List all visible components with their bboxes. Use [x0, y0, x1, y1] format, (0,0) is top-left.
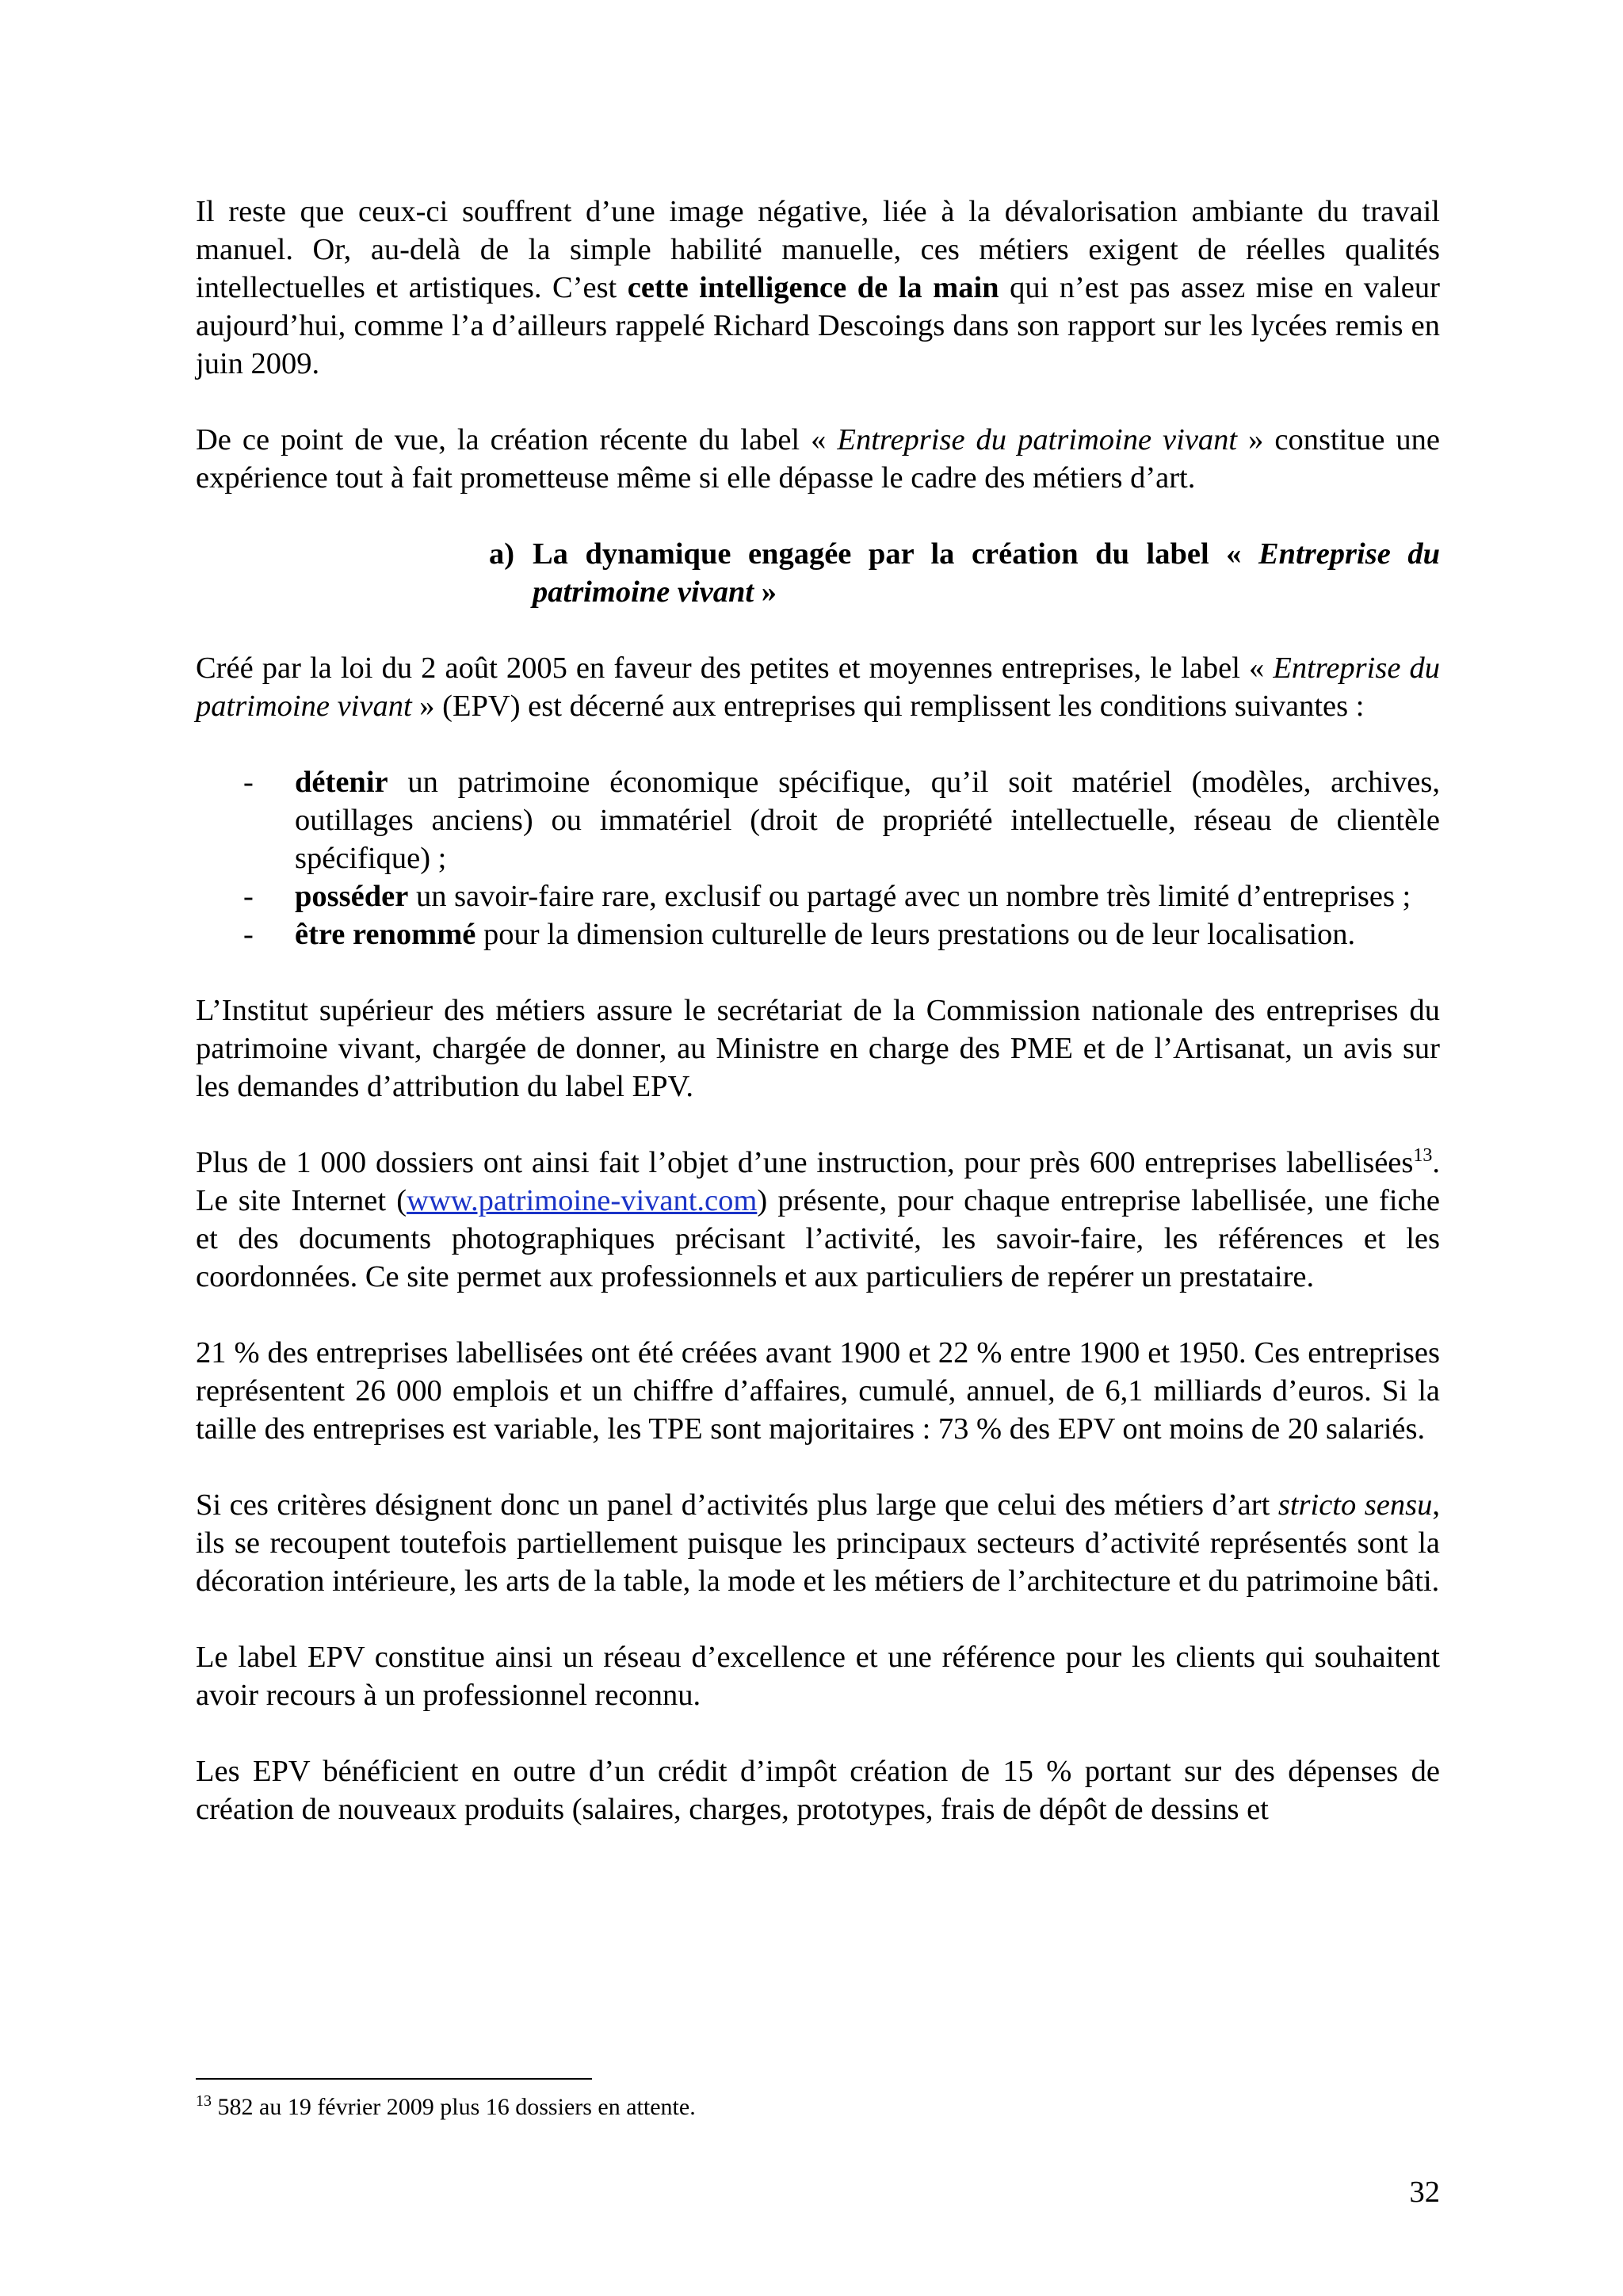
footnote-reference[interactable]: 13: [1413, 1145, 1433, 1167]
list-item: - posséder un savoir-faire rare, exclusif ou partagé avec un nombre très limité d’entreprises ;: [196, 877, 1440, 915]
paragraph-criteria: Si ces critères désignent donc un panel d’activités plus large que celui des métiers d’art stricto sensu, ils se recoupent toutefois partiellement puisque les principaux secteurs d’activité représentés sont la décoration intérieure, les arts de la table, la mode et les métiers de l’architecture et du patrimoine bâti.: [196, 1488, 1440, 1598]
paragraph-tax-credit: Les EPV bénéficient en outre d’un crédit d’impôt création de 15 % portant sur des dépenses de création de nouveaux produits (salaires, charges, prototypes, frais de dépôt de dessins et: [196, 1755, 1440, 1826]
dash-bullet: -: [243, 766, 254, 799]
list-item: - être renommé pour la dimension culturelle de leurs prestations ou de leur localisation.: [196, 915, 1440, 953]
paragraph-epv-definition: Créé par la loi du 2 août 2005 en faveur des petites et moyennes entreprises, le label « Entreprise du patrimoine vivant » (EPV) est décerné aux entreprises qui remplissent les conditions suivantes :: [196, 651, 1440, 723]
section-heading-text: La dynamique engagée par la création du label « Entreprise du patrimoine vivant »: [533, 537, 1440, 609]
footnote-text: 582 au 19 février 2009 plus 16 dossiers en attente.: [212, 2094, 696, 2120]
paragraph-dossiers: Plus de 1 000 dossiers ont ainsi fait l’objet d’une instruction, pour près 600 entreprises labellisées$^{13}$. Le site Internet (www.patrimoine-vivant.com) présente, pour chaque entreprise labellisée, une fiche et des documents photographiques précisant l’activité, les savoir-faire, les références et les coordonnées. Ce site permet aux professionnels et aux particuliers de repérer un prestataire.: [196, 1145, 1440, 1293]
section-heading-number: a): [489, 537, 515, 571]
dash-bullet: -: [243, 918, 254, 951]
dash-bullet: -: [243, 880, 254, 913]
page-number: 32: [1409, 2176, 1440, 2209]
paragraph-institut: L’Institut supérieur des métiers assure le secrétariat de la Commission nationale des entreprises du patrimoine vivant, chargée de donner, au Ministre en charge des PME et de l’Artisanat, un avis sur les demandes d’attribution du label EPV.: [196, 994, 1440, 1103]
bold-phrase: cette intelligence de la main: [627, 271, 999, 304]
paragraph-network: Le label EPV constitue ainsi un réseau d’excellence et une référence pour les clients qui souhaitent avoir recours à un professionnel reconnu.: [196, 1641, 1440, 1712]
footnote: [196, 2092, 1440, 2122]
paragraph-label-creation: De ce point de vue, la création récente du label « Entreprise du patrimoine vivant » constitue une expérience tout à fait prometteuse même si elle dépasse le cadre des métiers d’art.: [196, 423, 1441, 495]
conditions-list: [196, 763, 1440, 953]
section-heading: [196, 535, 1440, 611]
paragraph-statistics: 21 % des entreprises labellisées ont été créées avant 1900 et 22 % entre 1900 et 1950. Ces entreprises représentent 26 000 emplois et un chiffre d’affaires, cumulé, annuel, de 6,1 milliards d’euros. Si la taille des entreprises est variable, les TPE sont majoritaires : 73 % des EPV ont moins de 20 salariés.: [196, 1336, 1440, 1446]
list-item: - détenir un patrimoine économique spécifique, qu’il soit matériel (modèles, archives, outillages anciens) ou immatériel (droit de propriété intellectuelle, réseau de clientèle spécifique) ;: [196, 763, 1440, 877]
website-link[interactable]: www.patrimoine-vivant.com: [407, 1184, 758, 1217]
footnote-separator: [196, 2078, 592, 2080]
body-text: [196, 193, 1440, 1866]
footnote-number: 13: [196, 2092, 212, 2110]
paragraph-intelligence-main: Il reste que ceux-ci souffrent d’une image négative, liée à la dévalorisation ambiante du travail manuel. Or, au-delà de la simple habilité manuelle, ces métiers exigent de réelles qualités intellectuelles et artistiques. C’est cette intelligence de la main qui n’est pas assez mise en valeur aujourd’hui, comme l’a d’ailleurs rappelé Richard Descoings dans son rapport sur les lycées remis en juin 2009.: [196, 195, 1440, 380]
